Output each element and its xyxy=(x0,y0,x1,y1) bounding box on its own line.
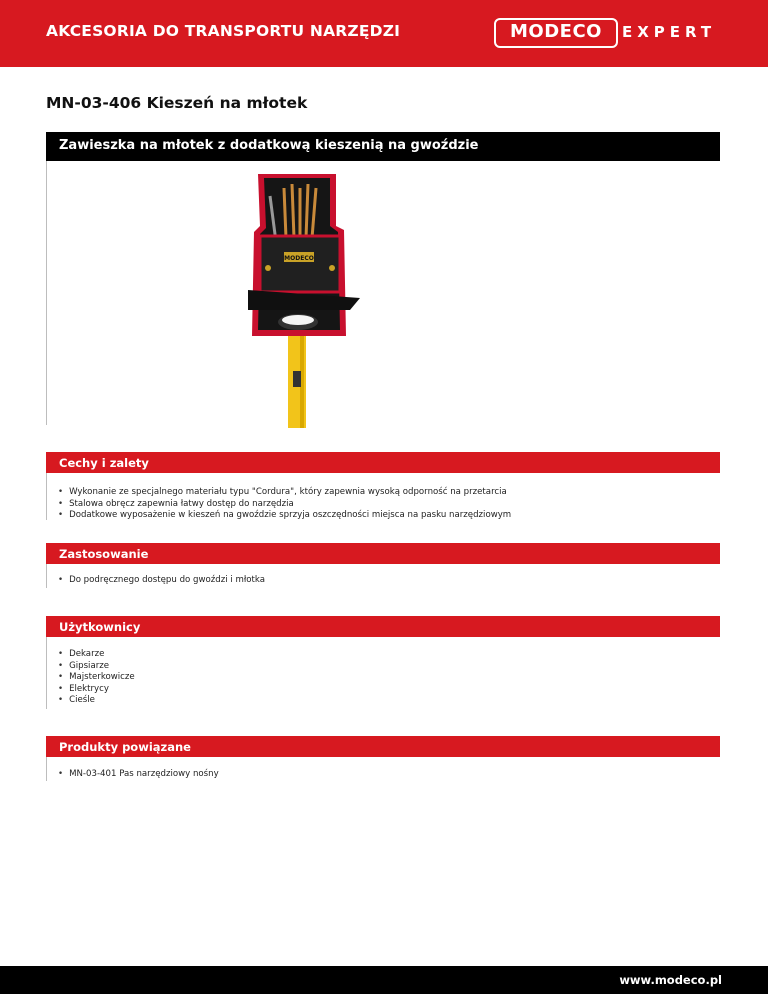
usage-frame-line xyxy=(46,564,47,588)
users-section-header xyxy=(46,616,720,637)
product-title: MN-03-406 Kieszeń na młotek xyxy=(46,94,308,112)
users-frame-line xyxy=(46,637,47,709)
related-product-link[interactable]: • MN-03-401 Pas narzędziowy nośny xyxy=(58,769,219,781)
related-list xyxy=(58,769,219,781)
users-heading: Użytkownicy xyxy=(59,620,141,634)
features-heading: Cechy i zalety xyxy=(59,456,149,470)
product-image xyxy=(240,166,360,428)
footer-bar xyxy=(0,966,768,994)
list-item: • Gipsiarze xyxy=(58,661,135,673)
list-item: • Wykonanie ze specjalnego materiału typu "Cordura", który zapewnia wysoką odporność na przetarcia xyxy=(58,487,511,499)
features-section-header xyxy=(46,452,720,473)
pouch-logo-text: MODECO xyxy=(284,255,314,262)
footer-url[interactable]: www.modeco.pl xyxy=(619,973,722,987)
usage-list xyxy=(58,575,265,587)
list-item: • Dekarze xyxy=(58,649,135,661)
users-list xyxy=(58,649,135,707)
usage-section-header xyxy=(46,543,720,564)
logo-brand-text: MODECO xyxy=(510,21,602,42)
logo-suffix-text: EXPERT xyxy=(622,23,717,41)
list-item: • Cieśle xyxy=(58,695,135,707)
category-title: AKCESORIA DO TRANSPORTU NARZĘDZI xyxy=(46,22,401,40)
list-item: • Elektrycy xyxy=(58,684,135,696)
features-frame-line xyxy=(46,473,47,520)
related-section-header xyxy=(46,736,720,757)
list-item: • Do podręcznego dostępu do gwoździ i młotka xyxy=(58,575,265,587)
list-item: • Majsterkowicze xyxy=(58,672,135,684)
subtitle-bar xyxy=(46,132,720,161)
product-subtitle: Zawieszka na młotek z dodatkową kieszenią na gwoździe xyxy=(59,138,479,153)
related-frame-line xyxy=(46,757,47,781)
features-list xyxy=(58,487,511,522)
image-frame-line xyxy=(46,161,47,425)
list-item: • Stalowa obręcz zapewnia łatwy dostęp do narzędzia xyxy=(58,499,511,511)
related-heading: Produkty powiązane xyxy=(59,740,191,754)
header-bar xyxy=(0,0,768,67)
list-item: • Dodatkowe wyposażenie w kieszeń na gwoździe sprzyja oszczędności miejsca na pasku narzędziowym xyxy=(58,510,511,522)
usage-heading: Zastosowanie xyxy=(59,547,149,561)
